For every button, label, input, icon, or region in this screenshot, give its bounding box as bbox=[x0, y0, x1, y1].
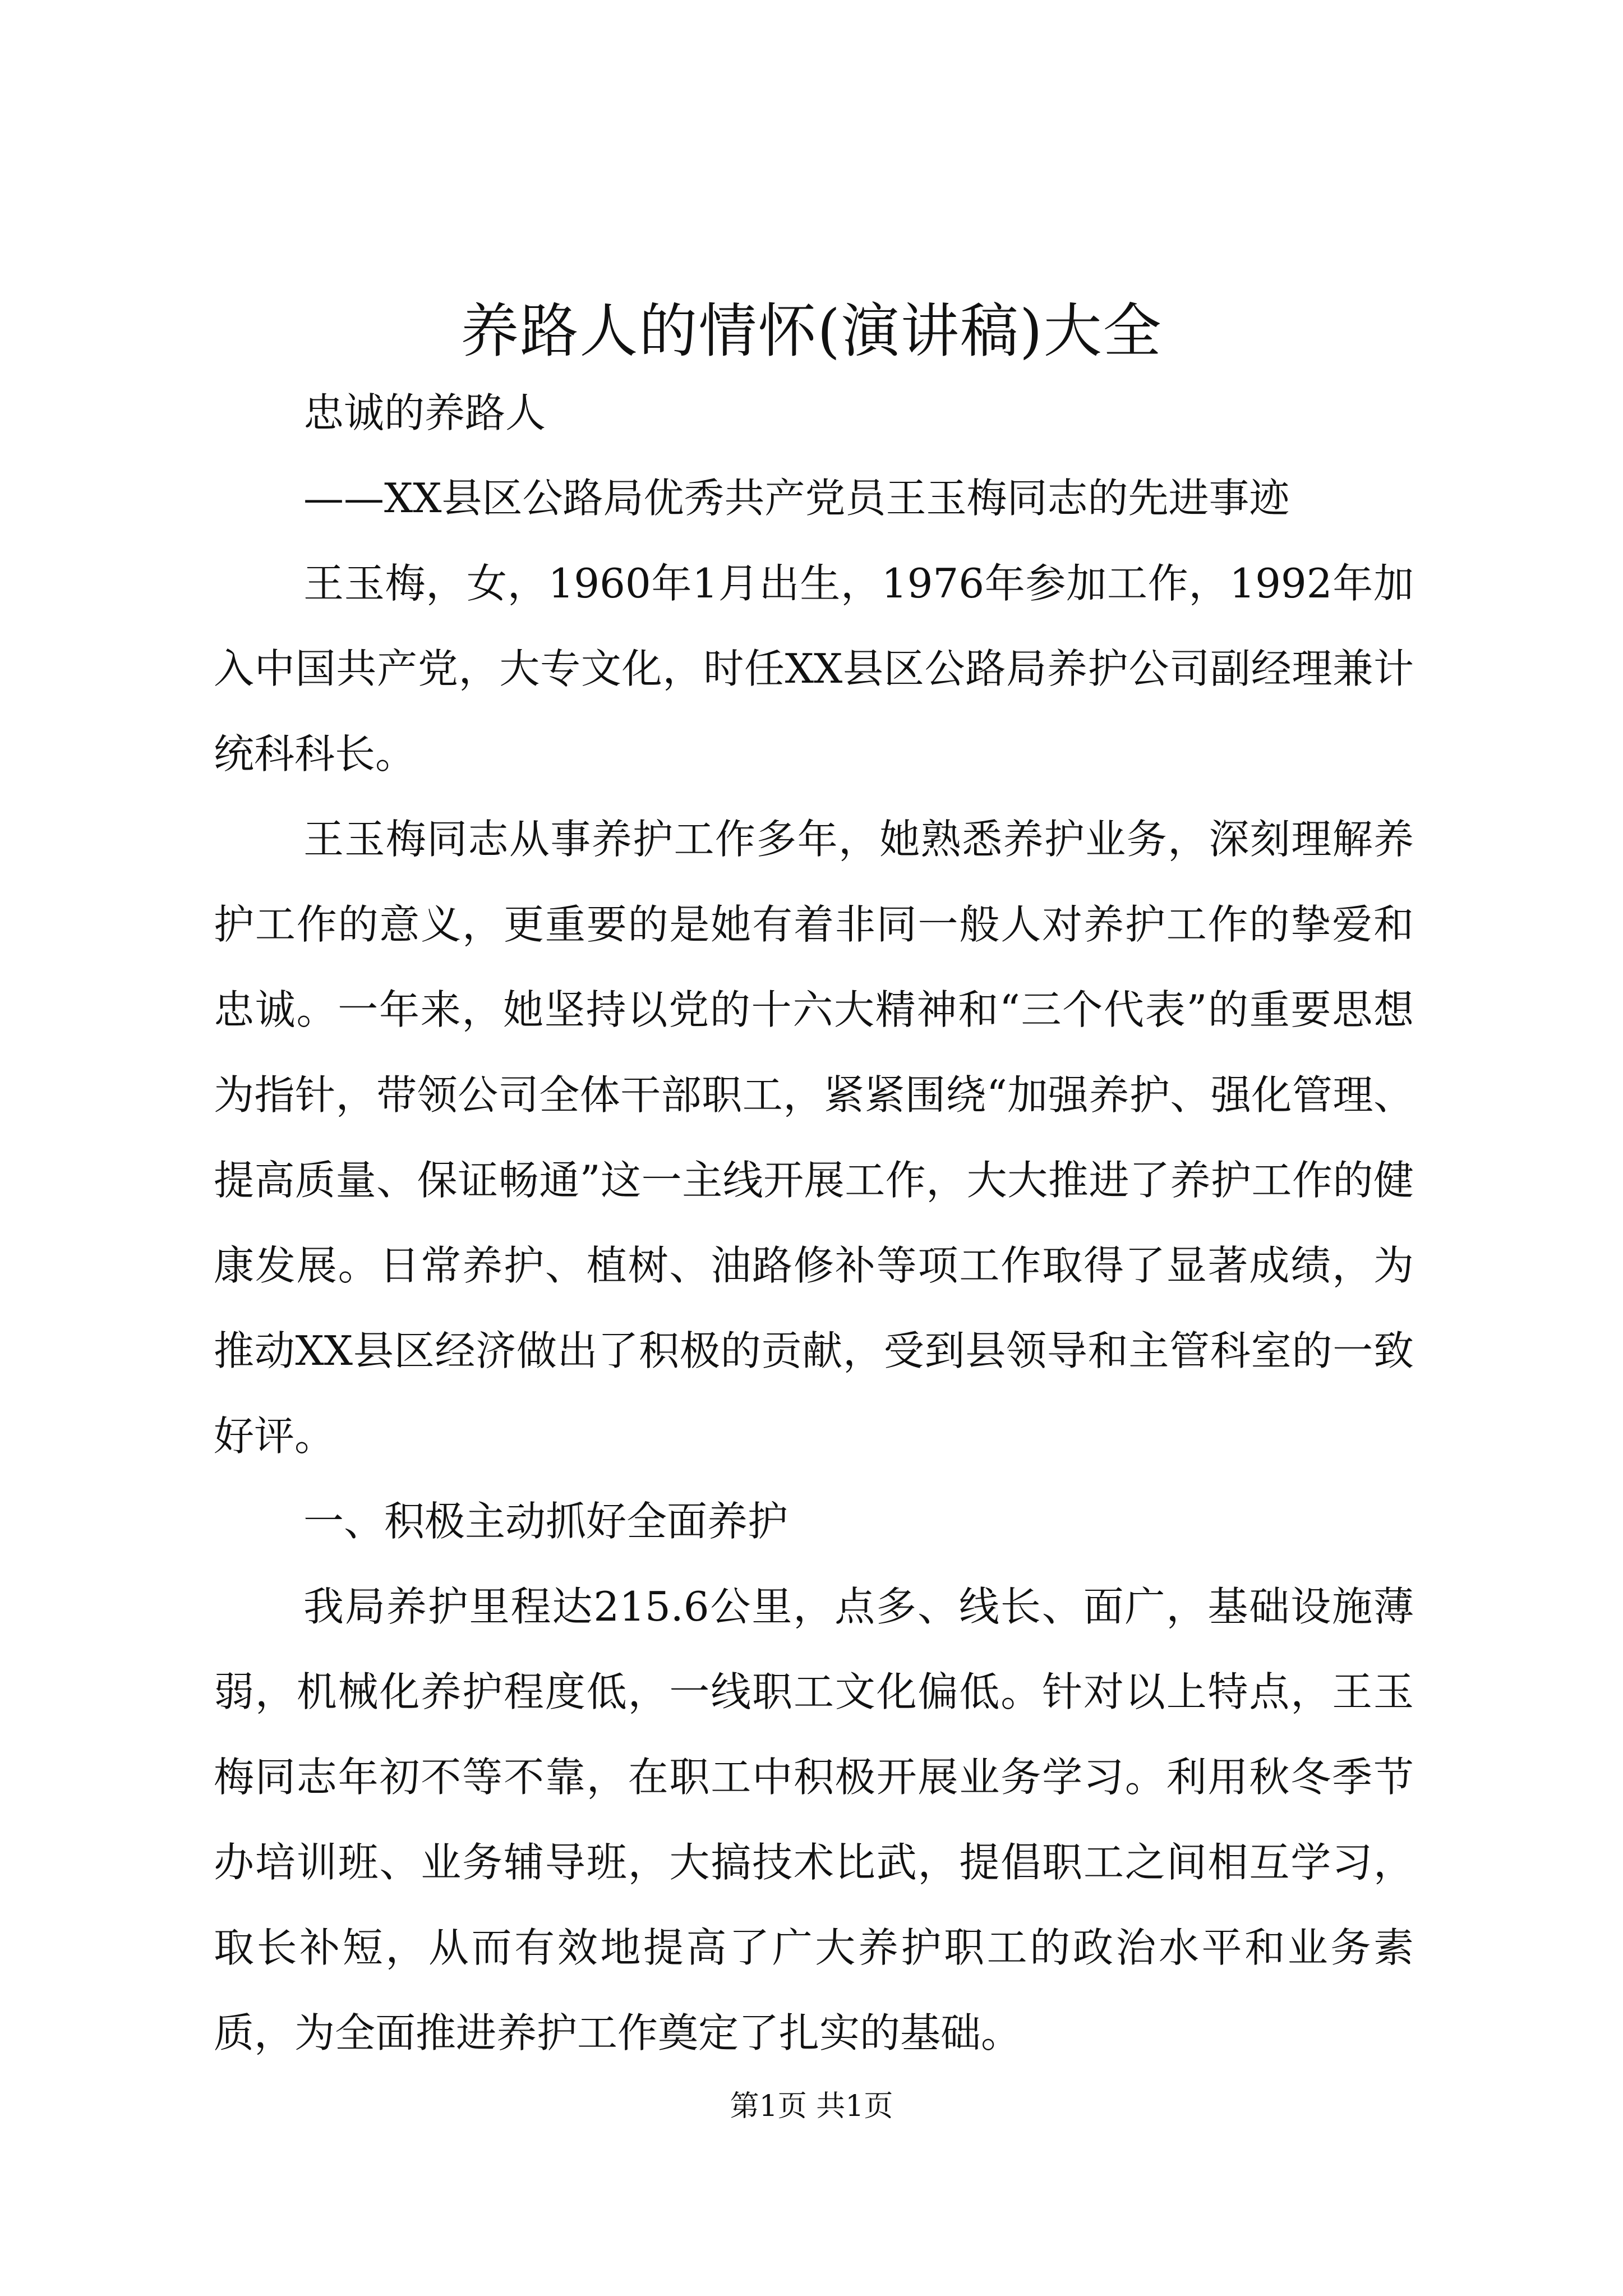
page-footer: 第1页 共1页 bbox=[730, 2090, 893, 2123]
paragraph-summary: 王玉梅同志从事养护工作多年，她熟悉养护业务，深刻理解养护工作的意义，更重要的是她有着非同一般人对养护工作的挚爱和忠诚。一年来，她坚持以党的十六大精神和“三个代表”的重要思想为指针，带领公司全体干部职工，紧紧围绕“加强养护、强化管理、提高质量、保证畅通”这一主线开展工作，大大推进了养护工作的健康发展。日常养护、植树、油路修补等项工作取得了显著成绩，为推动XX县区经济做出了积极的贡献，受到县领导和主管科室的一致好评。 bbox=[214, 816, 1414, 1460]
document-body bbox=[214, 370, 1414, 2076]
paragraph-byline: ——XX县区公路局优秀共产党员王玉梅同志的先进事迹 bbox=[303, 475, 1290, 522]
document-title: 养路人的情怀(演讲稿)大全 bbox=[460, 297, 1163, 365]
section-heading: 一、积极主动抓好全面养护 bbox=[303, 1498, 789, 1545]
paragraph-section-body: 我局养护里程达215.6公里，点多、线长、面广，基础设施薄弱，机械化养护程度低，一线职工文化偏低。针对以上特点，王玉梅同志年初不等不靠，在职工中积极开展业务学习。利用秋冬季节办培训班、业务辅导班，大搞技术比武，提倡职工之间相互学习，取长补短，从而有效地提高了广大养护职工的政治水平和业务素质，为全面推进养护工作奠定了扎实的基础。 bbox=[214, 1583, 1414, 2056]
paragraph-subtitle: 忠诚的养路人 bbox=[303, 389, 546, 436]
paragraph-profile: 王玉梅，女，1960年1月出生，1976年参加工作，1992年加入中国共产党，大专文化，时任XX县区公路局养护公司副经理兼计统科科长。 bbox=[214, 560, 1414, 777]
